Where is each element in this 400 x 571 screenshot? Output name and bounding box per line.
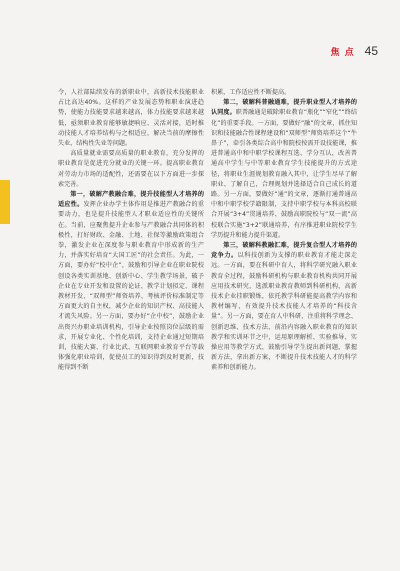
paragraph: 积累，工作适应性不断提高。 — [211, 89, 291, 96]
paragraph: 高质量就业需要高质量的职业教育，充分发挥的职业教育是促进充分就业的关键一环。提高职业教育对劳动力市场的适配性，还需要在以下方面进一步探索完善。 — [58, 150, 204, 188]
section-heading: 第三，破解科教融汇难，提升复合型人才培养的竞争力。 — [211, 242, 357, 260]
paragraph: 第二，破解科普融通难，提升职业型人才培养的认同度。职普融通是破除职业教育“瓶化”“窄化”“终结化”的重要手段。一方面，要做好“融”的文章，抓住知识和技能融合性课程建设和“双师型”师资培养这个“牛鼻子”，牵引各类综合高中和院校按需开设技能课，推进普通高中和中职学校课程互选、学分互认，改善普通高中学生与中等职业教育学生技能提升的方式途径，将职业生涯规划教育融入其中，让学生尽早了解职业、了解自己，合理规划并选择适合自己成长的道路。另一方面，要做好“通”的文章，逐渐打通普通高中和中职学校学籍限制，支持中职学校与本科高校联合开展“3+4”贯通培养、鼓励高职院校与“双一流”高校联合实施“3+2”联通培养，有序推进职业院校学生学历提升和能力提升渠道。 — [211, 99, 357, 239]
page-edge-tab — [0, 180, 10, 224]
paragraph: 第三，破解科教融汇难，提升复合型人才培养的竞争力。以科技创新为支撑的职业教育才能走深走远。一方面，要在科研中育人，将科学研究融入职业教育全过程，鼓励科研机构与职业教育机构共同开展应用技术研究，选派职业教育教师到科研机构，高新技术企业挂职锻炼，依托教学科研能提高教学内容和教材编写，有效提升技术技能人才培养的“科技含量”。另一方面，要在育人中科研，注重将科学理念、创新思维、技术方法、前沿内容融入职业教育的知识教学和实训环节之中，运用原理解析、实验推导、实操应用等教学方式，鼓励引导学生提出新问题，掌握新方法，拿出新方案，不断提升技术技能人才的科学素养和创新能力。 — [211, 242, 358, 372]
section-heading: 第二，破解科普融通难，提升职业型人才培养的认同度。 — [211, 99, 357, 117]
section-heading: 第一，破解产教融合难，提升技能型人才培养的适应性。 — [58, 191, 204, 209]
paragraph: 第一，破解产教融合难，提升技能型人才培养的适应性。发挥企业办学主体作用是推进产教融合的重要动力，也是提升技能型人才职业适应性的关键所在。当前，应聚焦提升企业参与产教融合共同体的积极性，打好财政、金融、土地、社保等激励政策组合拳，激发企业在深度参与职业教育中形成新的生产力，并落实好培育“大国工匠”的社会责任。为此，一方面，要办好“校中企”，鼓励和引导企业在职业院校创设各类实训基地、创新中心、学生教学场景，破予企业在专业开发和设置的论证、教学计划拟定、课程教材开发、“双师型”师资培养、考核评价标准制定等方面更大的自主权，减少企业的知识产权、高技能人才流失风险。另一方面，要办好“企中校”，鼓励企业出资兴办职业培训机构，引导企业按照岗位层级的需求，开展专业化、个性化培训，支持企业通过短期培训，技能大赛、行业比武、互联网职业教育平台等载体强化职业培训，促使员工的知识得到及时更新，技能得到不断 — [58, 191, 204, 372]
right-column — [211, 88, 357, 374]
paragraph: 令，人社部陆续发布的新职业中，高新技术技能职业占比高达40%。这样的产业发展态势和职业演进趋势，使能力技能要求越来越高，体力技能要求越来越低，亟须职业教育能够敏捷响应、灵活对接，适时推动技能人才培养结构与之相适应，解决当前的摩擦性失业、结构性失业等问题。 — [58, 89, 204, 148]
page-number: 45 — [364, 44, 378, 58]
section-label: 焦 点 — [330, 48, 355, 58]
running-header — [331, 44, 379, 58]
left-column — [58, 88, 204, 374]
